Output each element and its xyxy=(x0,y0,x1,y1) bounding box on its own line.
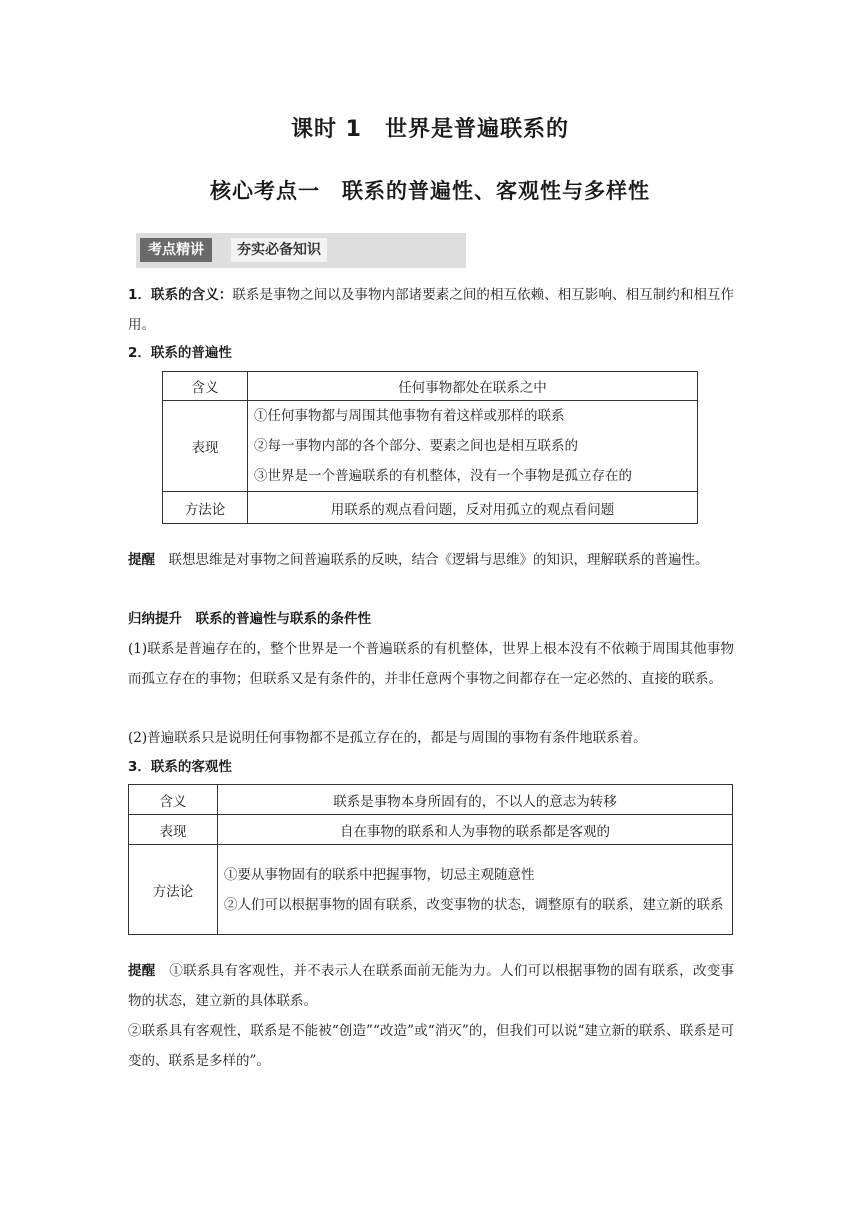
universality-expression-line: ①任何事物都与周围其他事物有着这样或那样的联系 xyxy=(254,408,565,424)
tip-label-1: 提醒 xyxy=(128,552,155,568)
summary-paragraph-1: (1)联系是普遍存在的，整个世界是一个普遍联系的有机整体，世界上根本没有不依赖于周围其他事物而孤立存在的事物；但联系又是有条件的，并非任意两个事物之间都存在一定必然的、直接的联系。 xyxy=(128,641,734,687)
universality-label-method: 方法论 xyxy=(163,492,248,524)
objectivity-method-line: ②人们可以根据事物的固有联系，改变事物的状态，调整原有的联系，建立新的联系 xyxy=(224,896,724,913)
universality-heading: 2．联系的普遍性 xyxy=(128,345,232,361)
tip-text-1: 联想思维是对事物之间普遍联系的反映，结合《逻辑与思维》的知识，理解联系的普遍性。 xyxy=(168,552,709,568)
universality-value-meaning: 任何事物都处在联系之中 xyxy=(248,372,698,401)
banner-subtitle: 夯实必备知识 xyxy=(231,238,327,262)
tip-paragraph-2b: ②联系具有客观性，联系是不能被“创造”“改造”或“消灭”的，但我们可以说“建立新的联系、联系是可变的、联系是多样的”。 xyxy=(128,1023,734,1069)
objectivity-value-expression: 自在事物的联系和人为事物的联系都是客观的 xyxy=(218,815,733,845)
universality-label-meaning: 含义 xyxy=(163,372,248,401)
banner-tag: 考点精讲 xyxy=(140,238,212,262)
section-banner xyxy=(136,233,466,268)
universality-table xyxy=(162,371,698,524)
universality-value-method: 用联系的观点看问题，反对用孤立的观点看问题 xyxy=(248,492,698,524)
objectivity-value-meaning: 联系是事物本身所固有的，不以人的意志为转移 xyxy=(218,785,733,815)
universality-value-expression xyxy=(248,401,698,492)
tip-text-2a: ①联系具有客观性，并不表示人在联系面前无能为力。人们可以根据事物的固有联系，改变事物的状态，建立新的具体联系。 xyxy=(128,963,735,1009)
tip-paragraph-1 xyxy=(128,545,734,575)
universality-label-expression: 表现 xyxy=(163,401,248,492)
definition-text: 联系是事物之间以及事物内部诸要素之间的相互依赖、相互影响、相互制约和相互作用。 xyxy=(128,287,734,333)
summary-heading: 归纳提升 联系的普遍性与联系的条件性 xyxy=(128,611,371,627)
universality-expression-line: ②每一事物内部的各个部分、要素之间也是相互联系的 xyxy=(254,438,578,454)
tip-paragraph-2 xyxy=(128,956,734,1016)
definition-heading: 1．联系的含义： xyxy=(128,287,233,303)
lesson-title: 课时 1 世界是普遍联系的 xyxy=(291,117,569,142)
summary-paragraph-2: (2)普遍联系只是说明任何事物都不是孤立存在的，都是与周围的事物有条件地联系着。 xyxy=(128,730,647,746)
tip-label-2: 提醒 xyxy=(128,963,156,979)
definition-paragraph xyxy=(128,280,734,340)
objectivity-label-method: 方法论 xyxy=(129,845,218,935)
objectivity-label-expression: 表现 xyxy=(129,815,218,845)
universality-expression-line: ③世界是一个普遍联系的有机整体，没有一个事物是孤立存在的 xyxy=(254,468,632,484)
objectivity-heading: 3．联系的客观性 xyxy=(128,759,232,775)
section-title: 核心考点一 联系的普遍性、客观性与多样性 xyxy=(210,179,650,203)
objectivity-method-line: ①要从事物固有的联系中把握事物，切忌主观随意性 xyxy=(224,866,535,883)
objectivity-label-meaning: 含义 xyxy=(129,785,218,815)
objectivity-value-method xyxy=(218,845,733,935)
objectivity-table xyxy=(128,784,733,935)
